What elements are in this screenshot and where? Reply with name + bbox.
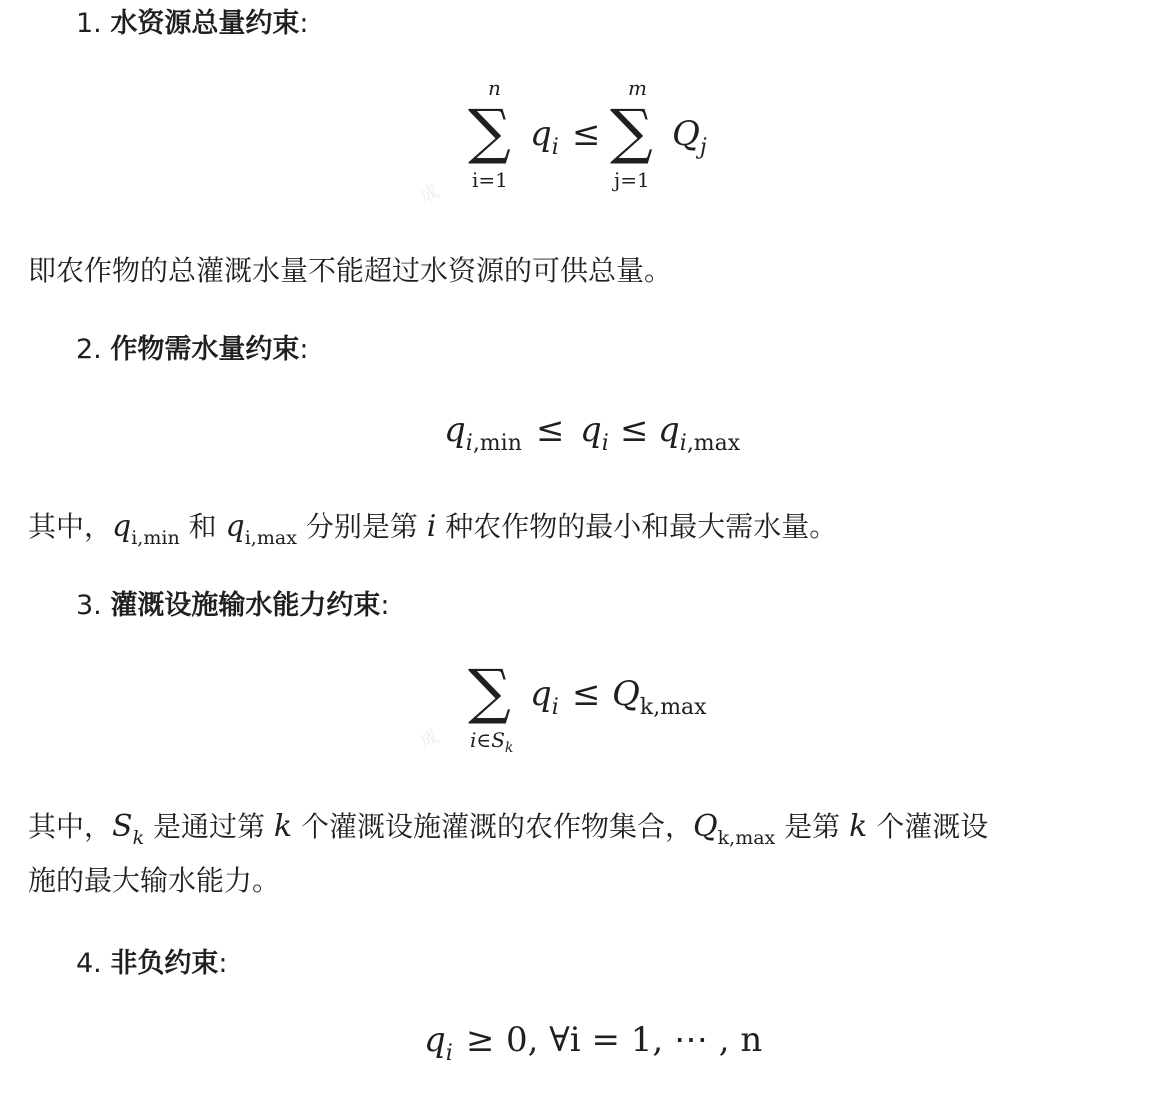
- text-run: 其中，: [28, 810, 113, 843]
- math-Q: Q: [693, 809, 718, 844]
- text-run: 其中，: [28, 510, 113, 543]
- sub-i: i: [551, 695, 559, 720]
- leq-symbol: ≤: [572, 674, 601, 714]
- section-number: 4.: [76, 948, 102, 979]
- sum-symbol: ∑: [468, 97, 511, 167]
- sub-i: i: [601, 431, 609, 456]
- sub-kmax: k,max: [717, 827, 776, 849]
- rest-expression: 0, ∀i = 1, ⋯ , n: [506, 1020, 763, 1060]
- term-Q-j: [672, 114, 707, 160]
- q-var: q: [530, 674, 552, 714]
- section-title: 水资源总量约束: [110, 8, 300, 39]
- sub-i: i: [551, 135, 559, 160]
- sum-lower-j1: j=1: [614, 168, 650, 192]
- sub-k: k: [504, 740, 514, 756]
- sum-upper-n: n: [488, 76, 501, 100]
- colon: :: [218, 948, 228, 979]
- paragraph-3: [28, 804, 988, 853]
- q-var: q: [112, 509, 132, 544]
- sub-i: i: [465, 431, 473, 456]
- term-q-imax: [658, 410, 741, 456]
- section-number: 1.: [76, 8, 102, 39]
- paragraph-3-cont: 施的最大输水能力。: [28, 864, 281, 897]
- sum-lower-i1: i=1: [472, 168, 508, 192]
- text-run: 是通过第: [153, 810, 266, 843]
- sub-j: j: [699, 135, 707, 160]
- q-var: q: [424, 1020, 446, 1060]
- section-heading-3: [76, 588, 389, 624]
- section-title: 非负约束: [110, 948, 219, 979]
- watermark-text: 成: [417, 181, 443, 208]
- sub-kmax: k,max: [639, 695, 707, 720]
- math-q-imax: [226, 509, 245, 544]
- term-q-i: [580, 410, 609, 456]
- term-q-i: [530, 674, 559, 720]
- sum-symbol: ∑: [468, 657, 511, 727]
- watermark-text: 成: [417, 726, 443, 753]
- sub-imin: i,min: [131, 527, 180, 549]
- text-run: 和: [188, 510, 217, 543]
- lower-label: i∈S: [470, 728, 505, 752]
- text-run: 个灌溉设施灌溉的农作物集合，: [301, 810, 694, 843]
- geq-symbol: ≥: [466, 1020, 495, 1060]
- Q-var: Q: [612, 674, 640, 714]
- sub-k-text: k: [132, 827, 145, 849]
- leq-symbol: ≤: [536, 410, 565, 450]
- sub-imax: i,max: [244, 527, 297, 549]
- formula-irrigation-capacity: [468, 656, 738, 766]
- Q-var: Q: [672, 114, 700, 154]
- paragraph-1: 即农作物的总灌溉水量不能超过水资源的可供总量。: [28, 254, 673, 287]
- formula-total-water: [468, 72, 728, 202]
- q-var: q: [225, 509, 245, 544]
- section-heading-2: [76, 332, 308, 368]
- q-var: q: [444, 410, 466, 450]
- math-S: S: [112, 809, 133, 844]
- section-number: 2.: [76, 334, 102, 365]
- text-run: 种农作物的最小和最大需水量。: [445, 510, 838, 543]
- formula-crop-water: [444, 410, 764, 466]
- section-title: 作物需水量约束: [110, 334, 300, 365]
- paragraph-2: [28, 504, 837, 553]
- leq-symbol: ≤: [572, 114, 601, 154]
- math-k: k: [849, 809, 868, 844]
- sub-k: [133, 827, 145, 849]
- term-q-i: [424, 1020, 453, 1066]
- sub-i: i: [445, 1041, 453, 1066]
- colon: :: [380, 590, 390, 621]
- sub-min-text: ,min: [472, 431, 522, 456]
- term-q-i: [530, 114, 559, 160]
- math-k: k: [273, 809, 293, 844]
- sum-lower-i-in-Sk: [470, 728, 514, 756]
- colon: :: [299, 8, 309, 39]
- term-q-imin: [444, 410, 522, 456]
- section-heading-1: [76, 6, 308, 42]
- sub-i: i: [679, 431, 687, 456]
- formula-nonnegativity: [424, 1020, 784, 1076]
- text-run: 是第: [784, 810, 841, 843]
- leq-symbol: ≤: [620, 410, 649, 450]
- text-run: 个灌溉设: [876, 810, 989, 843]
- section-heading-4: [76, 946, 227, 982]
- sum-symbol: ∑: [610, 97, 653, 167]
- q-var: q: [580, 410, 602, 450]
- math-i: i: [426, 509, 437, 544]
- sum-upper-m: m: [628, 76, 647, 100]
- q-var: q: [658, 410, 680, 450]
- text-run: 分别是第: [305, 510, 418, 543]
- sub-max-text: ,max: [686, 431, 741, 456]
- q-var: q: [530, 114, 552, 154]
- colon: :: [299, 334, 309, 365]
- term-Q-kmax: [612, 674, 707, 720]
- section-number: 3.: [76, 590, 102, 621]
- math-q-imin: [112, 509, 131, 544]
- section-title: 灌溉设施输水能力约束: [110, 590, 381, 621]
